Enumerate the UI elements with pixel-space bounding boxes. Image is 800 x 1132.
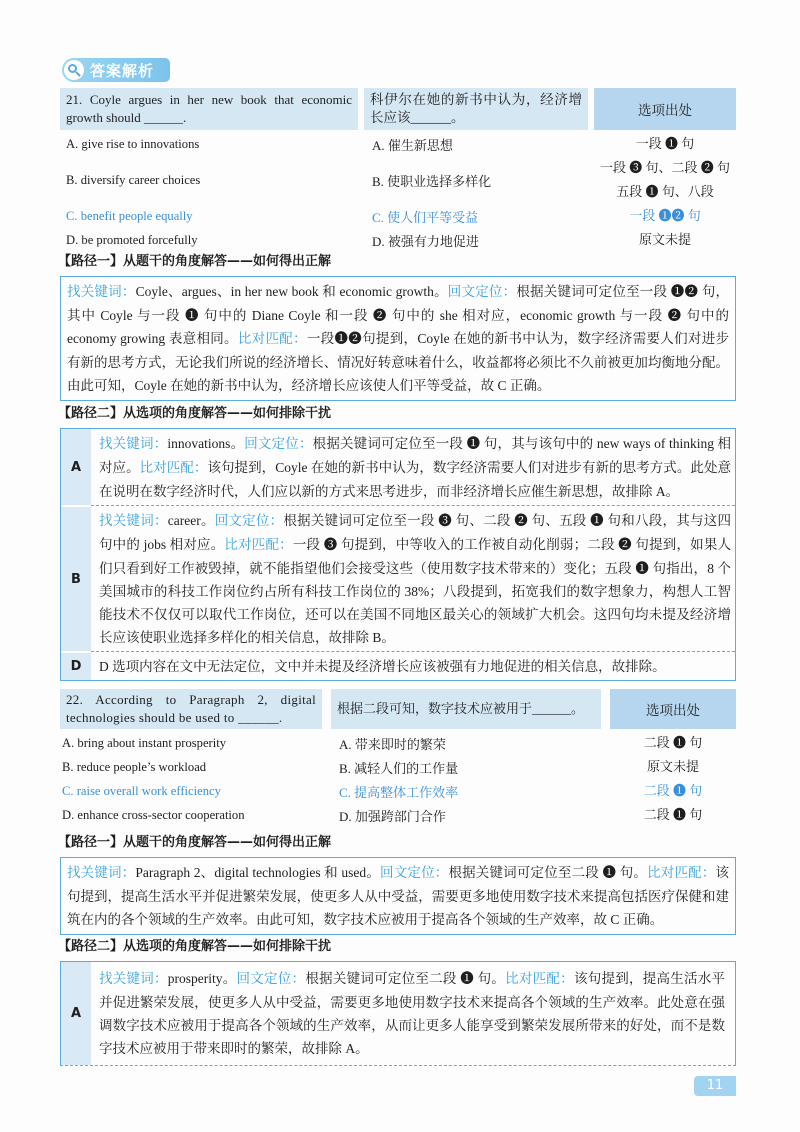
option-source-line: 一段 ❶ 句 <box>635 136 695 151</box>
option-text-en: D. be promoted forcefully <box>66 232 198 247</box>
option-list <box>60 132 736 252</box>
keywords-label: 找关键词： <box>99 436 168 452</box>
option-list <box>60 731 736 827</box>
locate-label: 回文定位： <box>447 284 517 300</box>
option-text-en: A. give rise to innovations <box>66 136 200 151</box>
option-row-d <box>60 803 736 827</box>
question-stem-row <box>60 88 736 130</box>
option-row-a <box>60 132 736 156</box>
question-21 <box>60 88 736 681</box>
path-one-analysis <box>60 857 736 935</box>
option-row-d <box>60 228 736 252</box>
match-label: 比对匹配： <box>224 537 293 553</box>
option-text-zh: D. 被强有力地促进 <box>372 233 479 249</box>
option-analysis-text <box>91 429 735 505</box>
question-stem-en: 21. Coyle argues in her new book that economic growth should ______. <box>60 88 358 130</box>
option-analysis-text <box>91 962 735 1065</box>
match-label: 比对匹配： <box>237 331 307 347</box>
keywords-text: Paragraph 2、digital technologies 和 used。 <box>135 865 381 880</box>
path-one-analysis <box>60 276 736 401</box>
option-source-line: 一段 ❶❷ 句 <box>629 208 701 223</box>
keywords-text: Coyle、argues、in her new book 和 economic growth。 <box>135 284 448 299</box>
option-source <box>610 731 736 755</box>
option-letter: A <box>61 429 91 505</box>
locate-text: 根据关键词可定位至二段 ❶ 句。 <box>305 971 506 986</box>
option-row-c <box>60 779 736 803</box>
option-letter: D <box>61 651 91 680</box>
keywords-label: 找关键词： <box>99 513 168 529</box>
locate-label: 回文定位： <box>236 971 306 987</box>
option-text-en: C. raise overall work efficiency <box>62 783 221 798</box>
source-header: 选项出处 <box>594 88 736 130</box>
section-badge-label: 答案解析 <box>90 61 155 80</box>
option-text-zh: C. 提高整体工作效率 <box>339 784 459 800</box>
option-row-a <box>60 731 736 755</box>
match-label: 比对匹配： <box>139 460 208 476</box>
option-letter: B <box>61 505 91 651</box>
keywords-label: 找关键词： <box>67 284 136 300</box>
locate-label: 回文定位： <box>214 513 284 529</box>
option-letter: A <box>61 962 91 1065</box>
option-text-zh: C. 使人们平等受益 <box>372 209 479 225</box>
option-analysis-row <box>61 505 735 651</box>
section-badge <box>62 58 170 82</box>
option-source-line: 一段 ❸ 句、二段 ❷ 句 <box>599 160 730 175</box>
option-source <box>594 156 736 204</box>
question-stem-zh: 科伊尔在她的新书中认为，经济增长应该______。 <box>364 88 588 130</box>
option-analysis-text: D 选项内容在文中无法定位，文中并未提及经济增长应该被强有力地促进的相关信息，故排除。 <box>91 651 735 680</box>
path-one-heading: 【路径一】从题干的角度解答——如何得出正解 <box>58 254 332 269</box>
path-two-analysis <box>60 428 736 681</box>
option-source <box>610 779 736 803</box>
option-text-en: B. reduce people’s workload <box>62 759 207 774</box>
keywords-label: 找关键词： <box>99 971 168 987</box>
option-source <box>610 755 736 779</box>
option-source <box>594 132 736 156</box>
option-text-en: A. bring about instant prosperity <box>62 735 227 750</box>
option-row-c <box>60 204 736 228</box>
source-header: 选项出处 <box>610 689 736 729</box>
option-source <box>594 204 736 228</box>
answer-analysis-content <box>60 58 736 1066</box>
option-source-line: 原文未提 <box>646 759 699 774</box>
question-22 <box>60 689 736 1066</box>
match-text: 该句提到，Coyle 在她的新书中认为，数字经济需要人们对进步有新的思考方式。此处意在说明在数字经济时代，人们应以新的方式来思考进步，而非经济增长应催生新思想，故排除 A。 <box>99 460 732 499</box>
path-two-heading: 【路径二】从选项的角度解答——如何排除干扰 <box>58 406 332 421</box>
question-stem-zh: 根据二段可知，数字技术应被用于______。 <box>331 689 601 729</box>
keywords-text: career。 <box>167 513 215 528</box>
option-analysis-row <box>61 651 735 680</box>
option-row-b <box>60 156 736 204</box>
keywords-text: prosperity。 <box>167 971 237 986</box>
option-analysis-text <box>91 505 735 651</box>
path-two-analysis <box>60 961 736 1066</box>
page-number: 11 <box>694 1076 736 1096</box>
locate-text: 根据关键词可定位至二段 ❶ 句。 <box>448 865 648 880</box>
option-source-line: 原文未提 <box>638 232 691 247</box>
option-analysis-row <box>61 962 735 1065</box>
locate-text: 根据关键词可定位至一段 ❸ 句、二段 ❷ 句、五段 ❶ 句和八段，其与这四句中的 jobs 相对应。 <box>99 513 732 552</box>
option-text-zh: A. 催生新思想 <box>372 137 453 153</box>
match-text: 该句提到，提高生活水平并促进繁荣发展，使更多人从中受益，需要更多地使用数字技术来提高各个领域的生产效率。此处意在强调数字技术应被用于提高各个领域的生产效率，从而让更多人能享受到繁荣发展所带来的好处，而不是数字技术应被用于带来即时的繁荣，故排除 A。 <box>99 971 725 1056</box>
option-source <box>610 803 736 827</box>
locate-text: 根据关键词可定位至一段 ❶❷ 句，其中 Coyle 与一段 ❶ 句中的 Diane Coyle 和一段 ❷ 句中的 she 相对应，economic growth 与一段 ❷ 句中的 economy growing 表意相同。 <box>67 284 730 346</box>
locate-text: 根据关键词可定位至一段 ❶ 句，其与该句中的 new ways of thinking 相对应。 <box>99 436 732 475</box>
locate-label: 回文定位： <box>244 436 313 452</box>
option-analysis-row <box>61 429 735 505</box>
option-text-zh: B. 减轻人们的工作量 <box>339 760 459 776</box>
path-two-heading: 【路径二】从选项的角度解答——如何排除干扰 <box>58 939 332 954</box>
keywords-label: 找关键词： <box>67 865 136 881</box>
question-stem-row <box>60 689 736 729</box>
option-text-zh: D. 加强跨部门合作 <box>339 808 446 824</box>
match-label: 比对匹配： <box>505 971 574 987</box>
keywords-text: innovations。 <box>167 436 245 451</box>
match-text: 一段❶❷句提到，Coyle 在她的新书中认为，数字经济需要人们对进步有新的思考方式，无论我们所说的经济增长、情况好转意味着什么，收益都将必须比不久前被更加均衡地分配。由此可知，Coyle 在她的新书中认为，经济增长应该使人们平等受益，故 C 正确。 <box>67 331 730 393</box>
question-stem-en: 22. According to Paragraph 2, digital technologies should be used to ______. <box>60 689 322 729</box>
option-source-line: 五段 ❶ 句、八段 <box>616 184 714 199</box>
option-source-line: 二段 ❶ 句 <box>643 735 703 750</box>
option-source-line: 二段 ❶ 句 <box>643 807 703 822</box>
option-text-en: D. enhance cross-sector cooperation <box>62 807 245 822</box>
match-text: 一段 ❸ 句提到，中等收入的工作被自动化削弱；二段 ❷ 句提到，如果人们只看到好工作被毁掉，就不能指望他们会接受这些（使用数字技术带来的）变化；五段 ❶ 句指出，8 个美国城市的科技工作岗位约占所有科技工作岗位的 38%；八段提到，拓宽我们的数字想象力，构想人工智能技术不仅仅可以取代工作岗位，还可以在美国不同地区最关心的领域扩大机会。这四句均未提及经济增长应该使职业选择多样化的相关信息，故排除 B。 <box>99 537 732 645</box>
match-text: 该句提到，提高生活水平并促进繁荣发展，使更多人从中受益，需要更多地使用数字技术来提高包括医疗保健和建筑在内的各个领域的生产效率。由此可知，数字技术应被用于提高各个领域的生产效率，故 C 正确。 <box>67 865 730 927</box>
option-source-line: 二段 ❶ 句 <box>643 783 703 798</box>
option-text-en: B. diversify career choices <box>66 172 201 187</box>
magnifier-icon <box>64 60 84 80</box>
locate-label: 回文定位： <box>380 865 449 881</box>
option-text-en: C. benefit people equally <box>66 208 193 223</box>
option-row-b <box>60 755 736 779</box>
match-label: 比对匹配： <box>647 865 716 881</box>
option-source <box>594 228 736 252</box>
path-one-heading: 【路径一】从题干的角度解答——如何得出正解 <box>58 835 332 850</box>
option-text-zh: B. 使职业选择多样化 <box>372 173 492 189</box>
option-text-zh: A. 带来即时的繁荣 <box>339 736 446 752</box>
